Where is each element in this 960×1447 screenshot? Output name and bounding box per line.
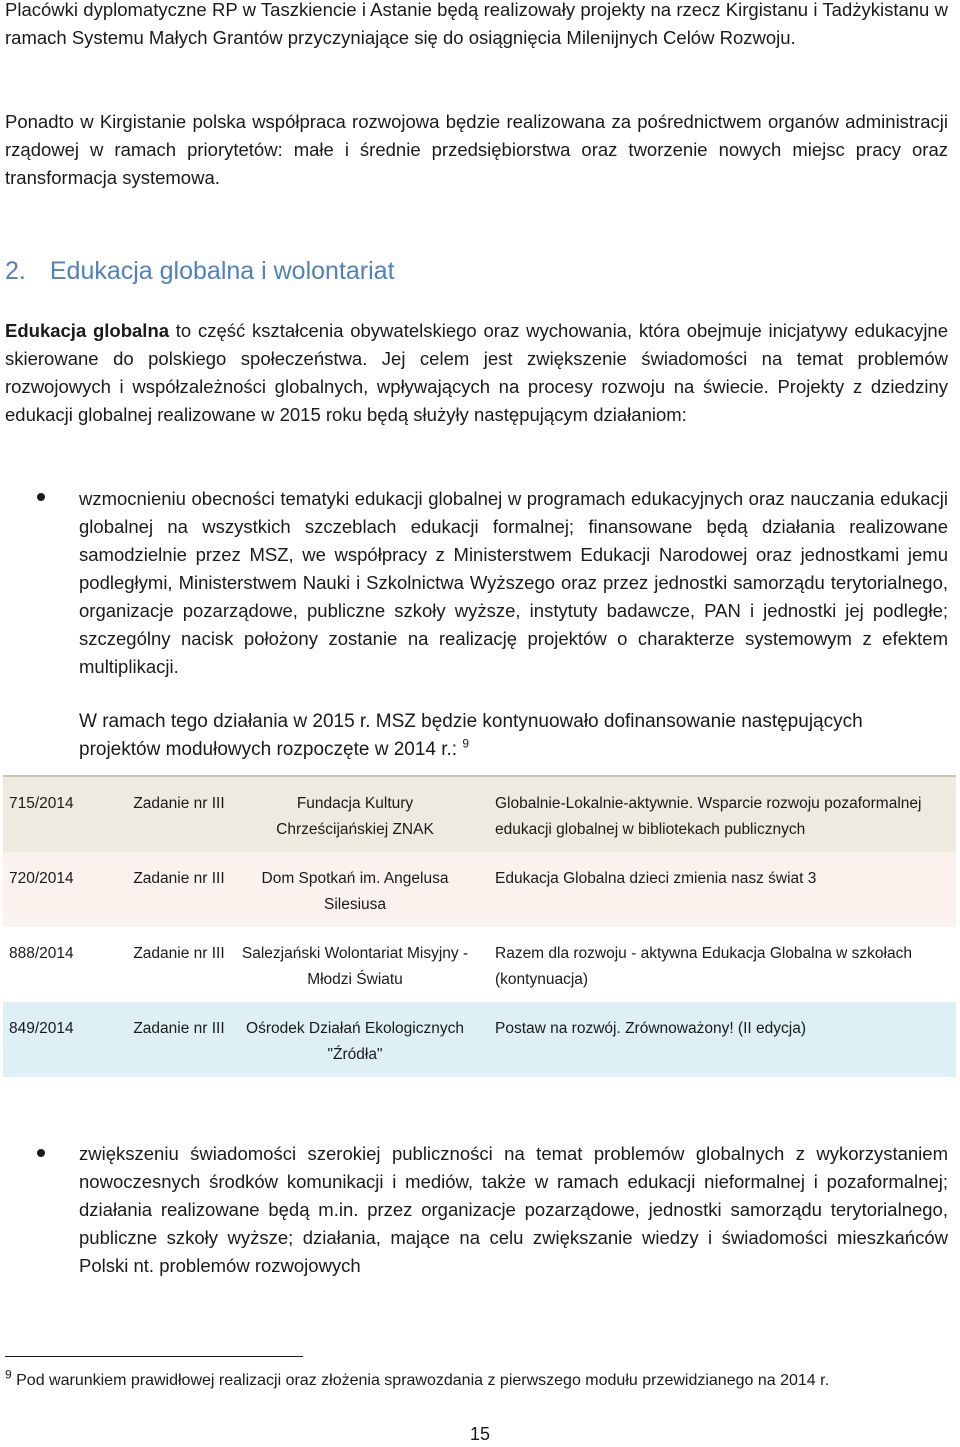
bullet-icon [37, 1149, 45, 1157]
footnote-text: Pod warunkiem prawidłowej realizacji oraz złożenia sprawozdania z pierwszego modułu przewidzianego na 2014 r. [11, 1372, 830, 1389]
bullet-followup [79, 708, 948, 764]
project-org: Dom Spotkań im. Angelusa Silesiusa [261, 870, 449, 913]
section-title: Edukacja globalna i wolontariat [49, 257, 395, 285]
intro-text: to część kształcenia obywatelskiego oraz wychowania, która obejmuje inicjatywy edukacyjne skierowane do polskiego społeczeństwa. Jej celem jest zwiększenie świadomości na temat problemów rozwojowych i współzależności globalnych, wpływających na procesy rozwoju na świecie. Projekty z dziedziny edukacji globalnej realizowane w 2015 roku będą służyły następującym działaniom: [5, 320, 949, 425]
project-org: Fundacja Kultury Chrześcijańskiej ZNAK [276, 795, 434, 838]
project-task: Zadanie nr III [133, 870, 225, 887]
project-task: Zadanie nr III [133, 1020, 225, 1037]
followup-text: W ramach tego działania w 2015 r. MSZ będzie kontynuowało dofinansowanie następujących projektów modułowych rozpoczęte w 2014 r.: [79, 711, 863, 760]
project-org: Ośrodek Działań Ekologicznych "Źródła" [246, 1020, 464, 1063]
paragraph-ponadto: Ponadto w Kirgistanie polska współpraca rozwojowa będzie realizowana za pośrednictwem organów administracji rządowej w ramach priorytetów: małe i średnie przedsiębiorstwa oraz tworzenie nowych miejsc pracy oraz transformacja systemowa. [5, 111, 948, 188]
project-id: 849/2014 [9, 1020, 74, 1037]
projects-table [3, 777, 956, 1077]
table-row [3, 927, 956, 1002]
project-title: Razem dla rozwoju - aktywna Edukacja Globalna w szkołach (kontynuacja) [495, 945, 912, 988]
footnote-mark: 9 [5, 1367, 12, 1382]
project-title: Postaw na rozwój. Zrównoważony! (II edycja) [495, 1020, 806, 1037]
table-row [3, 777, 956, 852]
paragraph-placowki: Placówki dyplomatyczne RP w Taszkiencie i Astanie będą realizowały projekty na rzecz Kirgistanu i Tadżykistanu w ramach Systemu Małych Grantów przyczyniające się do osiągnięcia Milenijnych Celów Rozwoju. [5, 0, 948, 48]
intro-bold-term: Edukacja globalna [5, 320, 170, 341]
table-row [3, 852, 956, 927]
project-title: Edukacja Globalna dzieci zmienia nasz świat 3 [495, 870, 817, 887]
bullet-icon [37, 493, 45, 501]
project-title: Globalnie-Lokalnie-aktywnie. Wsparcie rozwoju pozaformalnej edukacji globalnej w bibliotekach publicznych [495, 795, 922, 838]
footnote [5, 1368, 935, 1394]
page-number: 15 [469, 1424, 491, 1444]
project-id: 720/2014 [9, 870, 74, 887]
footnote-ref: 9 [462, 736, 470, 751]
project-id: 888/2014 [9, 945, 74, 962]
footnote-rule [5, 1356, 303, 1357]
bullet-item-2: zwiększeniu świadomości szerokiej publiczności na temat problemów globalnych z wykorzystaniem nowoczesnych środków komunikacji i mediów, także w ramach edukacji nieformalnej i pozaformalnej; działania realizowane będą m.in. przez organizacje pozarządowe, jednostki samorządu terytorialnego, publiczne szkoły wyższe; działania, mające na celu zwiększanie wiedzy i świadomości mieszkańców Polski nt. problemów rozwojowych [79, 1143, 948, 1276]
table-row [3, 1002, 956, 1077]
section-heading [5, 254, 395, 288]
project-org: Salezjański Wolontariat Misyjny - Młodzi Światu [241, 945, 469, 988]
project-task: Zadanie nr III [133, 795, 225, 812]
project-task: Zadanie nr III [133, 945, 225, 962]
paragraph-intro [5, 317, 948, 429]
bullet-item-1: wzmocnieniu obecności tematyki edukacji globalnej w programach edukacyjnych oraz nauczania edukacji globalnej na wszystkich szczeblach edukacji formalnej; finansowane będą działania realizowane samodzielnie przez MSZ, we współpracy z Ministerstwem Edukacji Narodowej oraz jednostkami jemu podległymi, Ministerstwem Nauki i Szkolnictwa Wyższego oraz przez jednostki samorządu terytorialnego, organizacje pozarządowe, publiczne szkoły wyższe, instytuty badawcze, PAN i jednostki jej podległe; szczególny nacisk położony zostanie na realizację projektów o charakterze systemowym z efektem multiplikacji. [79, 488, 948, 677]
section-number: 2. [5, 257, 26, 285]
project-id: 715/2014 [9, 795, 74, 812]
